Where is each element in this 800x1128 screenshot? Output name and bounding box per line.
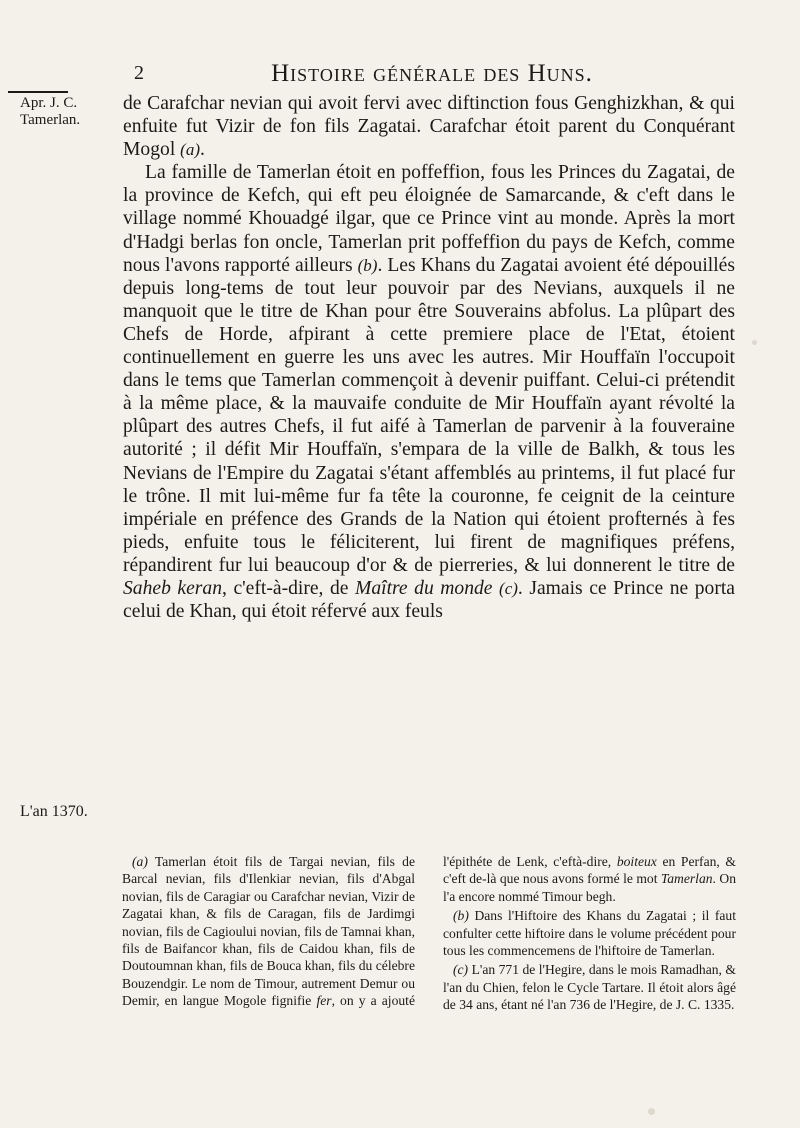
text-run: , on y a ajouté l'épithéte de Lenk, c'eftà-dire, xyxy=(331,854,612,1009)
footnotes xyxy=(122,853,736,1014)
main-text xyxy=(123,92,735,623)
text-run: Tamerlan étoit fils de Targai nevian, fils de Barcal nevian, fils d'Ilenkiar nevian, fils d'Abgal novian, fils de Caragiar ou Carafchar nevian, Vizir de Zagatai khan, & fils de Caragan, fils de Jardimgi novian, fils de Cagioului novian, fils de Tamnai khan, fils de Baifancor khan, fils de Caidou khan, fils de Doutoumnan khan, fils de Bouca khan, fils du célebre Bouzendgir. Le nom de Timour, autrement Demur ou Demir, en langue Mogole fignifie xyxy=(122,854,415,1009)
ink-speck xyxy=(752,340,757,345)
ink-speck xyxy=(648,1108,655,1115)
running-title: Histoire générale des Huns. xyxy=(271,60,593,87)
margin-note-date: Apr. J. C. Tamerlan. xyxy=(20,95,81,128)
text-italic: Tamerlan xyxy=(660,871,713,887)
page-header xyxy=(100,60,740,92)
title-maitre-du-monde: Maître du monde xyxy=(355,577,493,599)
text-run: La famille de Tamerlan étoit en poffeffion, fous les Princes du Zagatai, de la province de Kefch, qui eft peu éloignée de Samarcande, & c'eft dans le village nommé Khouadgé ilgar, que ce Prince vint au monde. Après la mort d'Hadgi berlas fon oncle, Tamerlan prit poffeffion du pays de Kefch, comme nous l'avons rapporté ailleurs xyxy=(123,162,735,276)
text-run: L'an 771 de l'Hegire, dans le mois Ramadhan, & l'an du Chien, felon le Cycle Tartare. Il étoit alors âgé de 34 ans, étant né l'an 736 de l'Hegire, de J. C. 1335. xyxy=(443,962,736,1013)
text-run: . Les Khans du Zagatai avoient été dépouillés depuis long-tems de tout leur pouvoir par des Nevians, auxquels il ne manquoit que le titre de Khan pour être Souverains abfolus. La plûpart des Chefs de Horde, afpirant à cette premiere place de l'Etat, étoient continuellement en guerre les uns avec les autres. Mir Houffaïn l'occupoit dans le tems que Tamerlan commençoit à devenir puiffant. Celui-ci prétendit à la même place, & la mauvaife conduite de Mir Houffaïn ayant révolté la plûpart des autres Chefs, il fut aifé à Tamerlan de parvenir à la fouveraine autorité ; il défit Mir Houffaïn, s'empara de la ville de Balkh, & tous les Nevians de l'Empire du Zagatai s'étant affemblés au printems, il fut placé fur le trône. Il mit lui-même fur fa tête la couronne, fe ceignit de la ceinture impériale en préfence des Grands de la Nation qui étoient profternés à fes pieds, enfuite tous le féliciterent, lui firent de magnifiques préfens, répandirent fur lui beaucoup d'or & de pierreries, & lui donnerent le titre de xyxy=(123,254,735,576)
page-number: 2 xyxy=(134,62,144,84)
paragraph-2 xyxy=(123,161,735,623)
text-italic: fer xyxy=(316,993,332,1009)
margin-note-year: L'an 1370. xyxy=(20,803,88,820)
text-run: . Jamais ce Prince ne porta celui de Khan, qui étoit réfervé aux feuls xyxy=(123,577,735,623)
text-run: en Perfan, & c'eft de-là que nous avons formé le mot xyxy=(443,854,736,887)
text-run: . On l'a encore nommé Timour begh. xyxy=(443,871,736,904)
text-run: , c'eft-à-dire, de xyxy=(222,577,349,599)
paragraph-1 xyxy=(123,92,735,161)
footnote-label: (a) xyxy=(132,854,148,869)
footnote-ref-c: (c) xyxy=(499,578,518,598)
text-run: de Carafchar nevian qui avoit fervi avec diftinction fous Genghizkhan, & qui enfuite fut Vizir de fon fils Zagatai. Carafchar étoit parent du Conquérant Mogol xyxy=(123,93,735,161)
footnote-b xyxy=(443,907,736,959)
footnote-label: (c) xyxy=(453,962,469,978)
footnote-ref-b: (b) xyxy=(357,255,378,275)
footnote-label: (b) xyxy=(453,908,469,924)
footnote-c xyxy=(443,961,736,1013)
footnote-ref-a: (a) xyxy=(180,140,200,160)
title-saheb-keran: Saheb keran xyxy=(123,577,223,599)
text-run: . xyxy=(200,139,205,161)
text-run: Dans l'Hiftoire des Khans du Zagatai ; il faut confulter cette hiftoire dans le volume précédent pour tous les commencemens de l'hiftoire de Tamerlan. xyxy=(443,908,736,959)
margin-rule xyxy=(8,91,68,93)
text-italic: boiteux xyxy=(616,854,657,869)
